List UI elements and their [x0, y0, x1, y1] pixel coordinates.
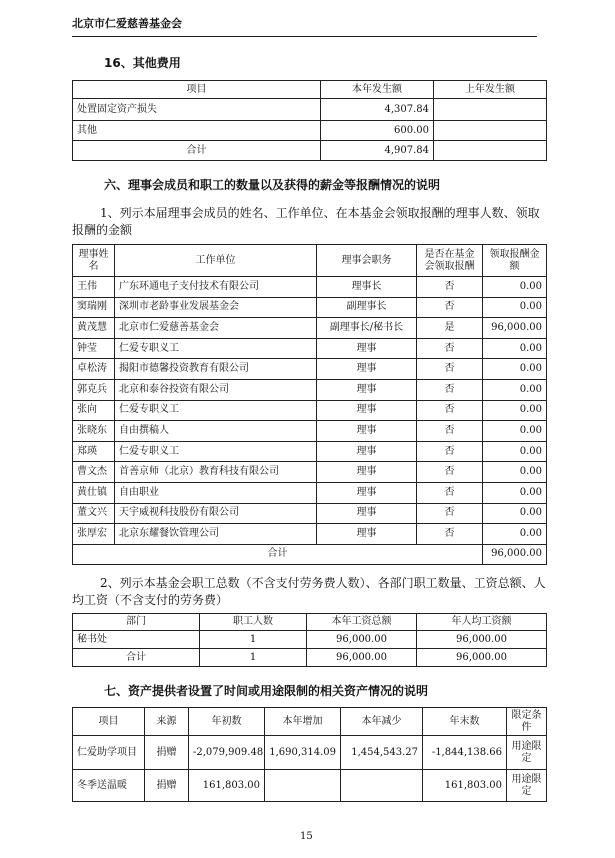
cell-decrease — [341, 770, 423, 802]
section-7-title: 七、资产提供者设置了时间或用途限制的相关资产情况的说明 — [104, 684, 429, 698]
cell-amount: 0.00 — [483, 297, 547, 318]
table-row — [73, 631, 547, 649]
table-row — [73, 503, 547, 524]
cell-item: 合计 — [73, 141, 321, 161]
column-header: 是否在基金会领取报酬 — [417, 245, 483, 277]
cell-position: 副理事长/秘书长 — [317, 318, 417, 339]
column-header: 本年发生额 — [321, 81, 434, 99]
cell-position: 副理事长 — [317, 297, 417, 318]
cell-increase: 1,690,314.09 — [265, 736, 341, 770]
cell-amount: 0.00 — [483, 524, 547, 545]
column-header: 限定条件 — [507, 708, 547, 736]
cell-closing: -1,844,138.66 — [423, 736, 507, 770]
cell-opening: -2,079,909.48 — [189, 736, 265, 770]
cell-name: 张向 — [73, 400, 115, 421]
table-row — [73, 770, 547, 802]
other-expenses-table — [72, 80, 547, 161]
column-header: 理事姓名 — [73, 245, 115, 277]
cell-project: 仁爱助学项目 — [73, 736, 145, 770]
column-header: 本年工资总额 — [307, 614, 417, 631]
table-row — [73, 99, 547, 121]
cell-organization: 北京东耀餐饮管理公司 — [115, 524, 317, 545]
staff-table — [72, 613, 547, 667]
cell-organization: 自由撰稿人 — [115, 421, 317, 442]
cell-item: 处置固定资产损失 — [73, 99, 321, 121]
cell-name: 王伟 — [73, 277, 115, 298]
cell-department: 秘书处 — [73, 631, 200, 649]
cell-amount: 0.00 — [483, 277, 547, 298]
cell-amount: 0.00 — [483, 359, 547, 380]
cell-paid: 是 — [417, 318, 483, 339]
cell-increase — [265, 770, 341, 802]
cell-name: 黄茂慧 — [73, 318, 115, 339]
cell-organization: 揭阳市德馨投资教育有限公司 — [115, 359, 317, 380]
cell-prior — [434, 99, 547, 121]
cell-headcount: 1 — [200, 649, 307, 667]
restricted-assets-table — [72, 707, 547, 802]
cell-position: 理事 — [317, 379, 417, 400]
cell-paid: 否 — [417, 277, 483, 298]
page-number: 15 — [300, 831, 313, 842]
table-header-row — [73, 614, 547, 631]
cell-headcount: 1 — [200, 631, 307, 649]
cell-position: 理事 — [317, 359, 417, 380]
table-row — [73, 277, 547, 298]
cell-position: 理事 — [317, 503, 417, 524]
cell-paid: 否 — [417, 441, 483, 462]
cell-restriction: 用途限定 — [507, 736, 547, 770]
cell-current: 600.00 — [321, 121, 434, 141]
cell-position: 理事 — [317, 400, 417, 421]
table-row — [73, 359, 547, 380]
cell-organization: 深圳市老龄事业发展基金会 — [115, 297, 317, 318]
cell-paid: 否 — [417, 338, 483, 359]
cell-source: 捐赠 — [145, 770, 189, 802]
cell-item: 其他 — [73, 121, 321, 141]
column-header: 年末数 — [423, 708, 507, 736]
column-header: 工作单位 — [115, 245, 317, 277]
cell-paid: 否 — [417, 482, 483, 503]
table-row — [73, 441, 547, 462]
cell-amount: 0.00 — [483, 441, 547, 462]
cell-amount: 0.00 — [483, 421, 547, 442]
column-header: 项目 — [73, 708, 145, 736]
column-header: 来源 — [145, 708, 189, 736]
table-header-row — [73, 708, 547, 736]
table-row — [73, 297, 547, 318]
table-total-row — [73, 141, 547, 161]
table-row — [73, 524, 547, 545]
cell-source: 捐赠 — [145, 736, 189, 770]
column-header: 年初数 — [189, 708, 265, 736]
section-6-paragraph-2: 2、列示本基金会职工总数（不含支付劳务费人数）、各部门职工数量、工资总额、人均工资（不含支付的劳务费） — [72, 576, 546, 607]
cell-paid: 否 — [417, 524, 483, 545]
cell-organization: 仁爱专职义工 — [115, 441, 317, 462]
cell-decrease: 1,454,543.27 — [341, 736, 423, 770]
cell-paid: 否 — [417, 297, 483, 318]
cell-organization: 天宇威视科技股份有限公司 — [115, 503, 317, 524]
cell-amount: 0.00 — [483, 462, 547, 483]
cell-paid: 否 — [417, 421, 483, 442]
cell-paid: 否 — [417, 503, 483, 524]
cell-amount: 0.00 — [483, 503, 547, 524]
cell-position: 理事 — [317, 462, 417, 483]
section-16-title: 16、其他费用 — [104, 56, 181, 70]
table-row — [73, 338, 547, 359]
table-total-row — [73, 649, 547, 667]
cell-closing: 161,803.00 — [423, 770, 507, 802]
section-6-paragraph-1: 1、列示本届理事会成员的姓名、工作单位、在本基金会领取报酬的理事人数、领取报酬的金额 — [72, 206, 540, 237]
cell-amount: 96,000.00 — [483, 318, 547, 339]
cell-project: 冬季送温暖 — [73, 770, 145, 802]
cell-position: 理事 — [317, 421, 417, 442]
cell-paid: 否 — [417, 400, 483, 421]
column-header: 项目 — [73, 81, 321, 99]
cell-organization: 北京市仁爱慈善基金会 — [115, 318, 317, 339]
cell-restriction: 用途限定 — [507, 770, 547, 802]
cell-position: 理事 — [317, 338, 417, 359]
cell-prior — [434, 121, 547, 141]
column-header: 上年发生额 — [434, 81, 547, 99]
cell-organization: 仁爱专职义工 — [115, 400, 317, 421]
cell-position: 理事 — [317, 482, 417, 503]
cell-amount: 0.00 — [483, 338, 547, 359]
column-header: 职工人数 — [200, 614, 307, 631]
cell-organization: 广东环通电子支付技术有限公司 — [115, 277, 317, 298]
cell-amount: 0.00 — [483, 482, 547, 503]
table-row — [73, 482, 547, 503]
column-header: 年人均工资额 — [417, 614, 547, 631]
cell-name: 曹文杰 — [73, 462, 115, 483]
cell-name: 张厚宏 — [73, 524, 115, 545]
document-header: 北京市仁爱慈善基金会 — [72, 17, 182, 30]
cell-name: 窦瑞刚 — [73, 297, 115, 318]
cell-amount: 0.00 — [483, 379, 547, 400]
header-divider — [72, 36, 537, 37]
column-header: 部门 — [73, 614, 200, 631]
table-row — [73, 318, 547, 339]
cell-total-wage: 96,000.00 — [307, 631, 417, 649]
cell-department: 合计 — [73, 649, 200, 667]
cell-name: 郑瑛 — [73, 441, 115, 462]
column-header: 理事会职务 — [317, 245, 417, 277]
cell-organization: 自由职业 — [115, 482, 317, 503]
cell-opening: 161,803.00 — [189, 770, 265, 802]
column-header: 本年增加 — [265, 708, 341, 736]
cell-average-wage: 96,000.00 — [417, 631, 547, 649]
cell-average-wage: 96,000.00 — [417, 649, 547, 667]
table-row — [73, 462, 547, 483]
cell-name: 钟莹 — [73, 338, 115, 359]
cell-position: 理事长 — [317, 277, 417, 298]
cell-total-wage: 96,000.00 — [307, 649, 417, 667]
total-label: 合计 — [73, 544, 483, 564]
cell-position: 理事 — [317, 524, 417, 545]
table-total-row — [73, 544, 547, 564]
cell-organization: 北京和泰谷投资有限公司 — [115, 379, 317, 400]
table-row — [73, 400, 547, 421]
column-header: 领取报酬金额 — [483, 245, 547, 277]
table-row — [73, 121, 547, 141]
cell-name: 黄仕镇 — [73, 482, 115, 503]
table-header-row — [73, 81, 547, 99]
cell-paid: 否 — [417, 462, 483, 483]
table-row — [73, 736, 547, 770]
column-header: 本年减少 — [341, 708, 423, 736]
table-row — [73, 379, 547, 400]
cell-position: 理事 — [317, 441, 417, 462]
cell-organization: 首善京师（北京）教育科技有限公司 — [115, 462, 317, 483]
table-header-row — [73, 245, 547, 277]
cell-name: 郭克兵 — [73, 379, 115, 400]
section-6-title: 六、理事会成员和职工的数量以及获得的薪金等报酬情况的说明 — [104, 178, 441, 192]
cell-organization: 仁爱专职义工 — [115, 338, 317, 359]
cell-amount: 0.00 — [483, 400, 547, 421]
cell-prior — [434, 141, 547, 161]
cell-paid: 否 — [417, 379, 483, 400]
cell-name: 董文兴 — [73, 503, 115, 524]
total-amount: 96,000.00 — [483, 544, 547, 564]
board-members-table — [72, 244, 547, 565]
cell-paid: 否 — [417, 359, 483, 380]
cell-current: 4,907.84 — [321, 141, 434, 161]
cell-name: 张晓东 — [73, 421, 115, 442]
cell-current: 4,307.84 — [321, 99, 434, 121]
table-row — [73, 421, 547, 442]
cell-name: 卓松涛 — [73, 359, 115, 380]
